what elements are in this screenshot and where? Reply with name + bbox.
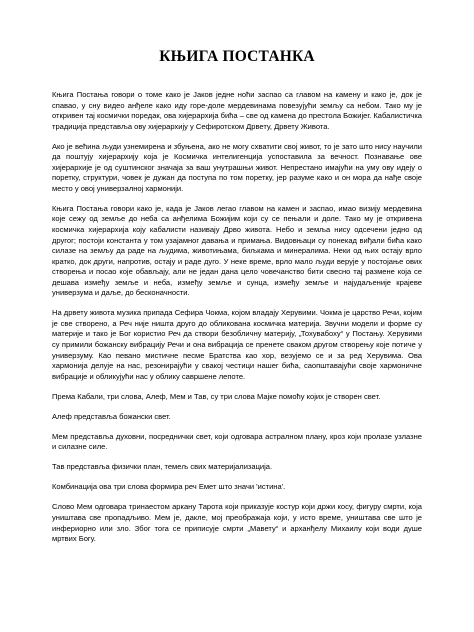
paragraph-tree-of-life: Књига Постања говори како је, када је Јаков легао главом на камен и заспао, имао визију мердевина које сежу од земље до неба са анђелима Божијим који су се пењали и доле. Тако му је откривена космичка хијерархија коју кабалисти називају Дрво живота. Небо и земља нису одсечени једно од другог; постоји константа у том узајамног давања и примања. Видовњаци су понекад виђали бића како силазе на земљу да раде на људима, животињама, биљкама и минералима. Неки од њих остају врло кратко, док други, напротив, остају и раде дуго. У неке време, врло мало људи верује у постојање ових створења и посао које обављају, али не један дана цело човечанство бити свесно тај размене која се дешава између земље и неба, између земље и сунца, између земље и најудаљеније крајеве универзума и даље, до бесконачности. (52, 203, 422, 298)
paragraph-mother-letters: Према Кабали, три слова, Алеф, Мем и Тав, су три слова Мајке помоћу којих је створен свет. (52, 391, 381, 401)
paragraph-jacob-dream: Књига Постања говори о томе како је Јаков једне ноћи заспао са главом на камену и како је, док је спавао, у сну видео анђеле како иду горе-доле мердевинама повезујући земљу са небом. Тако му је откривен тај космички поредак, ова хијерархија бића – све од камена до престола Божијег. Кабалистичка традиција представља ову хијерархију у Сефиротском Дрвету, Дрвету Живота. (52, 90, 422, 131)
paragraph-mem: Мем представља духовни, посреднички свет, који одговара астралном плану, кроз који пролазе узлазне и силазне силе. (52, 431, 422, 452)
paragraph-aleph: Алеф представља божански свет. (52, 411, 171, 421)
paragraph-chokmah: На дрвету живота музика припада Сефира Чокма, којом владају Херувими. Чокма је царство Речи, којим је све створено, а Реч није ништа друго до обликована космичка материја. Звучни модели и форме су материје и тако је Бог користио Реч да створи безобличну материју, „Тохувабоху“ у Постању. Херувими су примили божанску вибрацију Речи и она вибрација се пренете сваком другом створењу које потиче у универзуму. Као певано мистичне песме Братства као хор, везујемо се и за ред Херувима. Ова хармонија делује на нас, резонирајући у свакој честици нашег бића, саопштавајући своје хармоничне вибрације и обликујући нас у облику савршене лепоте. (52, 308, 422, 381)
paragraph-mem-tarot: Слово Мем одговара тринаестом аркану Тарота који приказује костур који држи косу, фигуру смрти, која уништава све пропадљиво. Мем је, дакле, мој преображаја који, у исто време, уништава све што је инфериорно или зло. Због тога се приписује смрти „Мавету“ и арханђелу Михаилу који води душе мртвих Богу. (52, 502, 422, 544)
paragraph-tav: Тав представља физички план, темељ свих материјализација. (52, 462, 273, 472)
paragraph-emet: Комбинација ова три слова формира реч Емет што значи 'истина'. (52, 482, 286, 492)
paragraph-hierarchy: Ако је већина људи узнемирена и збуњена, ако не могу схватити свој живот, то је зато што нису научили да поштују хијерархију која је Космичка интелигенција успоставила за вечност. Познавање ове хијерархије је од суштинског значаја за ваш унутрашњи живот. Непрестано имајући на уму ову идеју о поретку, структури, човек је дужан да поступа по том поретку, јер разуме како и он мора да нађе своје место у овој универзалној хармонији. (52, 141, 422, 193)
document-title: КЊИГА ПОСТАНКА (159, 48, 315, 65)
